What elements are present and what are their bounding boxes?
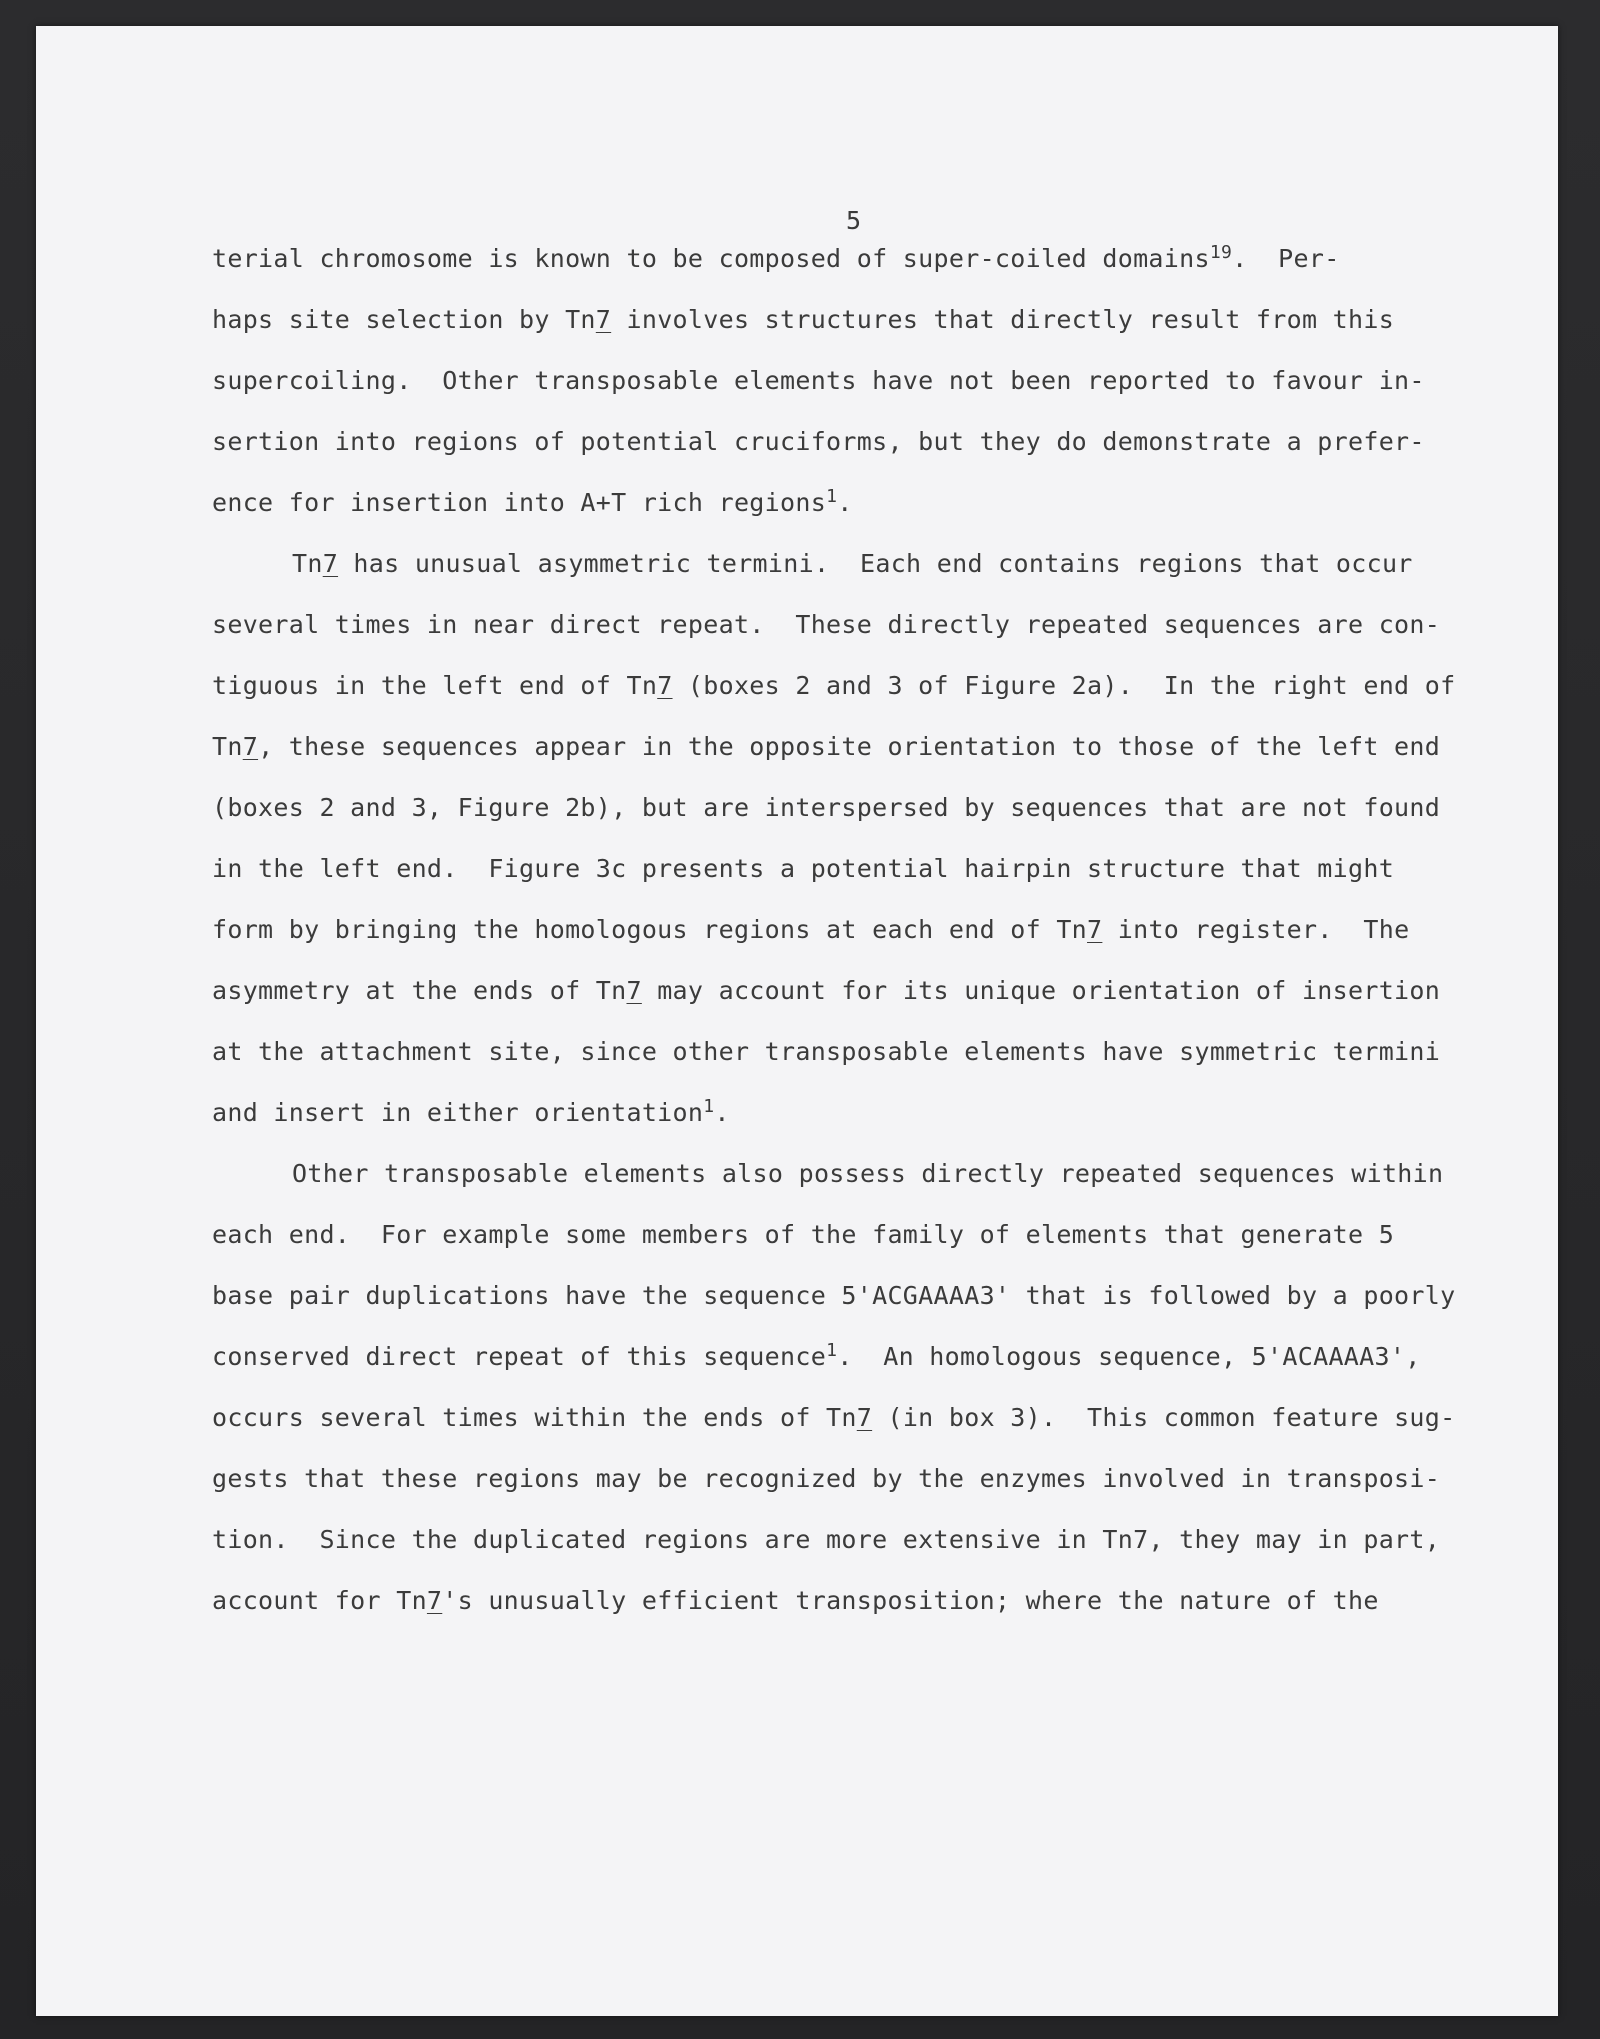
text-line: conserved direct repeat of this sequence$^1$. An homologous sequence, 5'ACAAAA3', [212,1340,1421,1371]
text-line: tion. Since the duplicated regions are more extensive in Tn7, they may in part, [212,1525,1441,1554]
text-line: several times in near direct repeat. These directly repeated sequences are con- [212,610,1441,639]
body-text [212,228,1462,1631]
text-line: each end. For example some members of the family of elements that generate 5 [212,1220,1395,1249]
text-line: supercoiling. Other transposable elements have not been reported to favour in- [212,366,1425,395]
text-line: ence for insertion into A+T rich regions$^1$. [212,486,853,517]
footnote-ref: 1 [703,1096,715,1117]
footnote-ref: 1 [826,486,838,507]
text-line: sertion into regions of potential cruciforms, but they do demonstrate a prefer- [212,427,1425,456]
text-line: occurs several times within the ends of Tn7 (in box 3). This common feature sug- [212,1403,1456,1432]
text-line: Tn7 has unusual asymmetric termini. Each end contains regions that occur [292,549,1413,578]
text-line: Other transposable elements also possess directly repeated sequences within [292,1159,1444,1188]
text-line: haps site selection by Tn7 involves structures that directly result from this [212,305,1395,334]
text-line: terial chromosome is known to be composed of super-coiled domains$^{19}$. Per- [212,242,1340,273]
page-number: 5 [846,206,862,235]
text-line: Tn7, these sequences appear in the opposite orientation to those of the left end [212,732,1441,761]
text-line: account for Tn7's unusually efficient transposition; where the nature of the [212,1586,1379,1615]
text-line: gests that these regions may be recognized by the enzymes involved in transposi- [212,1464,1441,1493]
footnote-ref: 19 [1209,242,1233,263]
text-line: (boxes 2 and 3, Figure 2b), but are interspersed by sequences that are not found [212,793,1441,822]
text-line: base pair duplications have the sequence 5'ACGAAAA3' that is followed by a poorly [212,1281,1456,1310]
text-line: tiguous in the left end of Tn7 (boxes 2 and 3 of Figure 2a). In the right end of [212,671,1456,700]
text-line: at the attachment site, since other transposable elements have symmetric termini [212,1037,1441,1066]
text-line: in the left end. Figure 3c presents a potential hairpin structure that might [212,854,1395,883]
text-line: asymmetry at the ends of Tn7 may account for its unique orientation of insertion [212,976,1441,1005]
footnote-ref: 1 [826,1340,838,1361]
text-line: and insert in either orientation$^1$. [212,1096,730,1127]
text-line: form by bringing the homologous regions at each end of Tn7 into register. The [212,915,1410,944]
